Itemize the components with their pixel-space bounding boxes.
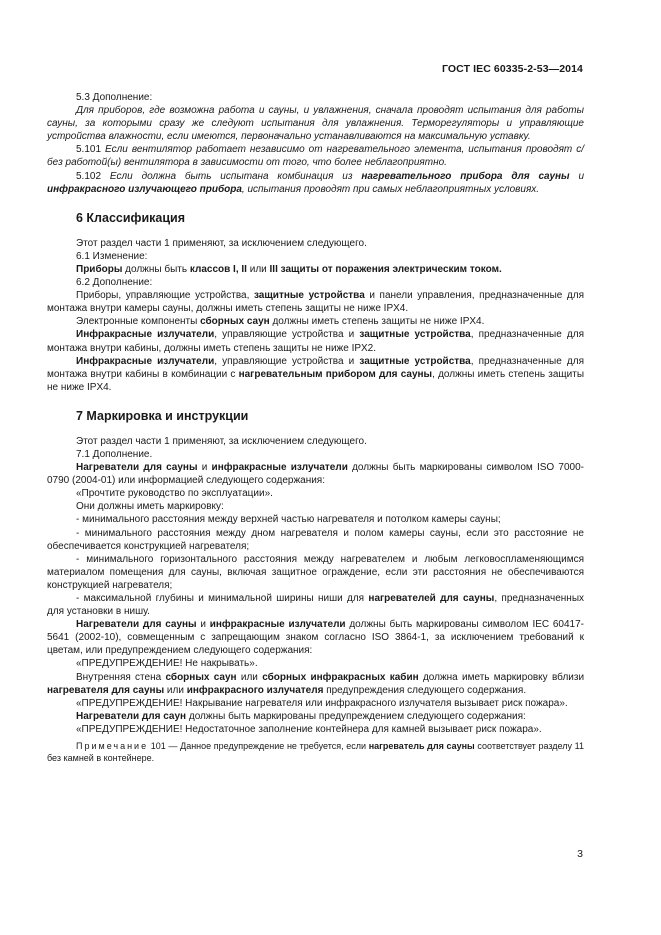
clause-5-3-text: Для приборов, где возможна работа и сауны, и увлажнения, сначала проводят испытания для работы сауны, за которыми сразу же следуют испытания для увлажнения. Терморегуляторы и управляющие устройства влажности, если имеются, первоначально устанавливаются на максимальную уставку. xyxy=(47,105,584,143)
warning-do-not-cover: «ПРЕДУПРЕЖДЕНИЕ! Не накрывать». xyxy=(76,658,258,670)
page-number: 3 xyxy=(577,848,583,860)
list-item: - максимальной глубины и минимальной ширины ниши для нагревателей для сауны, предназначенных для установки в нишу. xyxy=(47,593,585,618)
clause-5-3-title: 5.3 Дополнение: xyxy=(76,92,153,103)
section-7-intro: Этот раздел части 1 применяют, за исключением следующего. xyxy=(76,435,367,447)
clause-6-2-title: 6.2 Дополнение: xyxy=(76,277,153,289)
list-item: - минимального горизонтального расстояния между нагревателем и любым легковоспламеняющимся материалом помещения для сауны, включая защитное ограждение, если эти расстояния не обеспечиваются конструкцией нагревателя; xyxy=(47,553,584,591)
clause-6-2-para-3: Инфракрасные излучатели, управляющие устройства и защитные устройства, предназначенные для монтажа внутри кабины, должны иметь степень защиты не ниже IPX2. xyxy=(47,329,584,354)
clause-5-102: 5.102 Если должна быть испытана комбинация из нагревательного прибора для сауны и инфракрасного излучающего прибора, испытания проводят при самых неблагоприятных условиях. xyxy=(47,170,585,195)
clause-5-101 xyxy=(47,143,584,169)
clause-7-1-para-1: Нагреватели для сауны и инфракрасные излучатели должны быть маркированы символом ISO 7000-0790 (2004-01) или информацией следующего содержания: xyxy=(47,462,584,487)
section-7-heading: 7 Маркировка и инструкции xyxy=(76,408,249,423)
document-header: ГОСТ IEC 60335-2-53—2014 xyxy=(441,63,583,75)
term: нагревательного прибора для сауны xyxy=(361,170,570,182)
clause-number: 5.101 xyxy=(76,144,102,156)
page-content xyxy=(47,91,584,764)
clause-6-2-para-1: Приборы, управляющие устройства, защитные устройства и панели управления, предназначенные для монтажа внутри камеры сауны, должны иметь степень защиты не ниже IPX4. xyxy=(47,290,584,315)
section-6-heading: 6 Классификация xyxy=(76,210,186,225)
clause-7-1-para-3: Внутренняя стена сборных саун или сборных инфракрасных кабин должна иметь маркировку вблизи нагревателя для сауны или инфракрасного излучателя предупреждения следующего содержания. xyxy=(47,671,585,696)
clause-6-2-para-2: Электронные компоненты сборных саун должны иметь степень защиты не ниже IPX4. xyxy=(76,316,485,328)
note-label: Примечание xyxy=(76,741,149,752)
note-101: Примечание 101 — Данное предупреждение не требуется, если нагреватель для сауны соответствует разделу 11 без камней в контейнере. xyxy=(47,741,584,764)
clause-text: Если вентилятор работает независимо от нагревательного элемента, испытания проводят с/без работой(ы) вентилятора в зависимости от того, что более неблагоприятно. xyxy=(47,144,584,169)
clause-6-2-para-4: Инфракрасные излучатели, управляющие устройства и защитные устройства, предназначенные для монтажа внутри кабины в комбинации с нагревательным прибором для сауны, должны иметь степень защиты не ниже IPX4. xyxy=(47,355,585,393)
list-item: - минимального расстояния между верхней частью нагревателя и потолком камеры сауны; xyxy=(76,514,501,526)
term: инфракрасного излучающего прибора xyxy=(47,183,242,195)
section-6-intro: Этот раздел части 1 применяют, за исключением следующего. xyxy=(76,237,367,249)
clause-7-1-para-4: Нагреватели для саун должны быть маркированы предупреждением следующего содержания: xyxy=(76,710,526,722)
marking-intro: Они должны иметь маркировку: xyxy=(76,501,224,513)
clause-6-1-text: Приборы должны быть классов I, II или III защиты от поражения электрическим током. xyxy=(76,263,502,275)
clause-7-1-para-2: Нагреватели для сауны и инфракрасные излучатели должны быть маркированы символом IEC 60417-5641 (2002-10), совмещенным с запрещающим знаком согласно ISO 3864-1, за исключением требований к цветам, или предупреждением следующего содержания: xyxy=(47,619,585,657)
list-item: - минимального расстояния между дном нагревателя и полом камеры сауны, если это расстояние не обеспечивается конструкцией нагревателя; xyxy=(47,527,584,552)
quote-read-manual: «Прочтите руководство по эксплуатации». xyxy=(76,488,273,500)
warning-stone-container: «ПРЕДУПРЕЖДЕНИЕ! Недостаточное заполнение контейнера для камней вызывает риск пожара». xyxy=(76,723,542,735)
clause-number: 5.102 xyxy=(76,170,102,182)
clause-7-1-title: 7.1 Дополнение. xyxy=(76,448,153,460)
warning-covering-fire-risk: «ПРЕДУПРЕЖДЕНИЕ! Накрывание нагревателя или инфракрасного излучателя вызывает риск пожара». xyxy=(76,697,568,709)
clause-6-1-title: 6.1 Изменение: xyxy=(76,250,148,262)
